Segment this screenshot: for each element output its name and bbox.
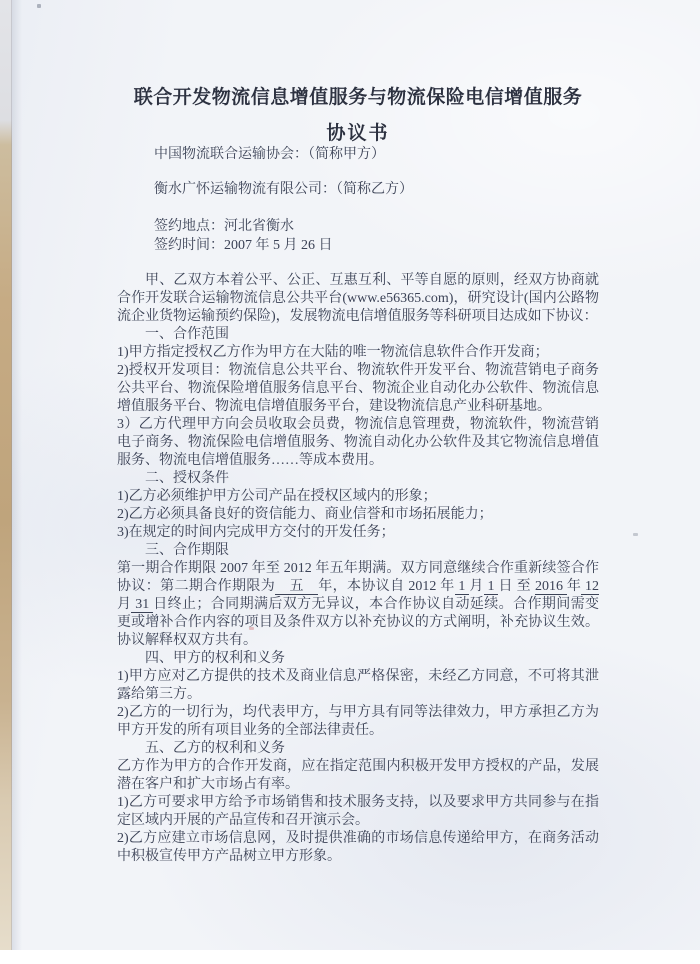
clause: 2)授权开发项目：物流信息公共平台、物流软件开发平台、物流营销电子商务公共平台、物流保险增值服务信息平台、物流企业自动化办公软件、物流信息增值服务平台、物流电信增值服务平台，建设物流信息产业科研基地。 — [117, 363, 599, 414]
document-title: 联合开发物流信息增值服务与物流保险电信增值服务 — [133, 87, 583, 108]
document-subtitle: 协议书 — [326, 123, 390, 144]
term-paragraph: 第一期合作期限 2007 年至 2012 年五年期满。双方同意继续合作重新续签合作协议：第二期合作期限为 五 年，本协议自 2012 年 1 月 1 日 至 2016 年 12 月 31 日终止；合同期满后双方无异议，本合作协议自动延续。合作期间需变更或增补合作内容的项目及条件双方以补充协议的方式阐明，补充协议生效。协议解释权双方共有。 — [117, 561, 600, 648]
clause: 1)甲方应对乙方提供的技术及商业信息严格保密，未经乙方同意，不可将其泄露给第三方。 — [117, 669, 599, 702]
clause: 2)乙方的一切行为，均代表甲方，与甲方具有同等法律效力，甲方承担乙方为甲方开发的所有项目业务的全部法律责任。 — [117, 705, 599, 738]
party-b-line: 衡水广怀运输物流有限公司：（简称乙方） — [154, 182, 413, 197]
clause: 1)甲方指定授权乙方作为甲方在大陆的唯一物流信息软件合作开发商； — [117, 345, 549, 360]
contract-body — [117, 272, 599, 866]
clause: 1)乙方必须维护甲方公司产品在授权区域内的形象； — [117, 489, 437, 504]
clause: 1)乙方可要求甲方给予市场销售和技术服务支持，以及要求甲方共同参与在指定区域内开展的产品宣传和召开演示会。 — [117, 795, 599, 828]
intro-paragraph: 甲、乙双方本着公平、公正、互惠互利、平等自愿的原则，经双方协商就合作开发联合运输物流信息公共平台(www.e56365.com)，研究设计(国内公路物流企业货物运输预约保险)，发展物流电信增值服务等科研项目达成如下协议： — [117, 273, 599, 324]
filled-blank: 五 — [275, 579, 319, 594]
filled-blank: 31 — [131, 597, 154, 612]
section-heading: 二、授权条件 — [145, 471, 229, 486]
scan-bottom-margin — [0, 950, 700, 964]
filled-blank: 2016 — [534, 579, 567, 594]
party-a-line: 中国物流联合运输协会：（简称甲方） — [154, 147, 385, 162]
section-heading: 一、合作范围 — [145, 327, 229, 342]
section-heading: 四、甲方的权利和义务 — [145, 651, 285, 666]
filled-blank: 12 — [581, 579, 600, 594]
section-heading: 五、乙方的权利和义务 — [145, 741, 285, 756]
clause: 乙方作为甲方的合作开发商，应在指定范围内积极开发甲方授权的产品，发展潜在客户和扩大市场占有率。 — [117, 759, 599, 792]
section-heading: 三、合作期限 — [145, 543, 229, 558]
sign-time-line: 签约时间：2007 年 5 月 26 日 — [154, 238, 333, 253]
clause: 3)在规定的时间内完成甲方交付的开发任务； — [117, 525, 395, 540]
filled-blank: 1 — [454, 579, 470, 594]
filled-blank: 1 — [483, 579, 499, 594]
sign-place-line: 签约地点：河北省衡水 — [154, 219, 294, 234]
clause: 2)乙方必须具备良好的资信能力、商业信誉和市场拓展能力； — [117, 507, 493, 522]
clause: 3）乙方代理甲方向会员收取会员费，物流信息管理费，物流软件，物流营销电子商务、物流保险电信增值服务、物流自动化办公软件及其它物流信息增值服务、物流电信增值服务……等成本费用。 — [117, 417, 599, 468]
clause: 2)乙方应建立市场信息网，及时提供准确的市场信息传递给甲方，在商务活动中积极宣传甲方产品树立甲方形象。 — [117, 831, 599, 864]
